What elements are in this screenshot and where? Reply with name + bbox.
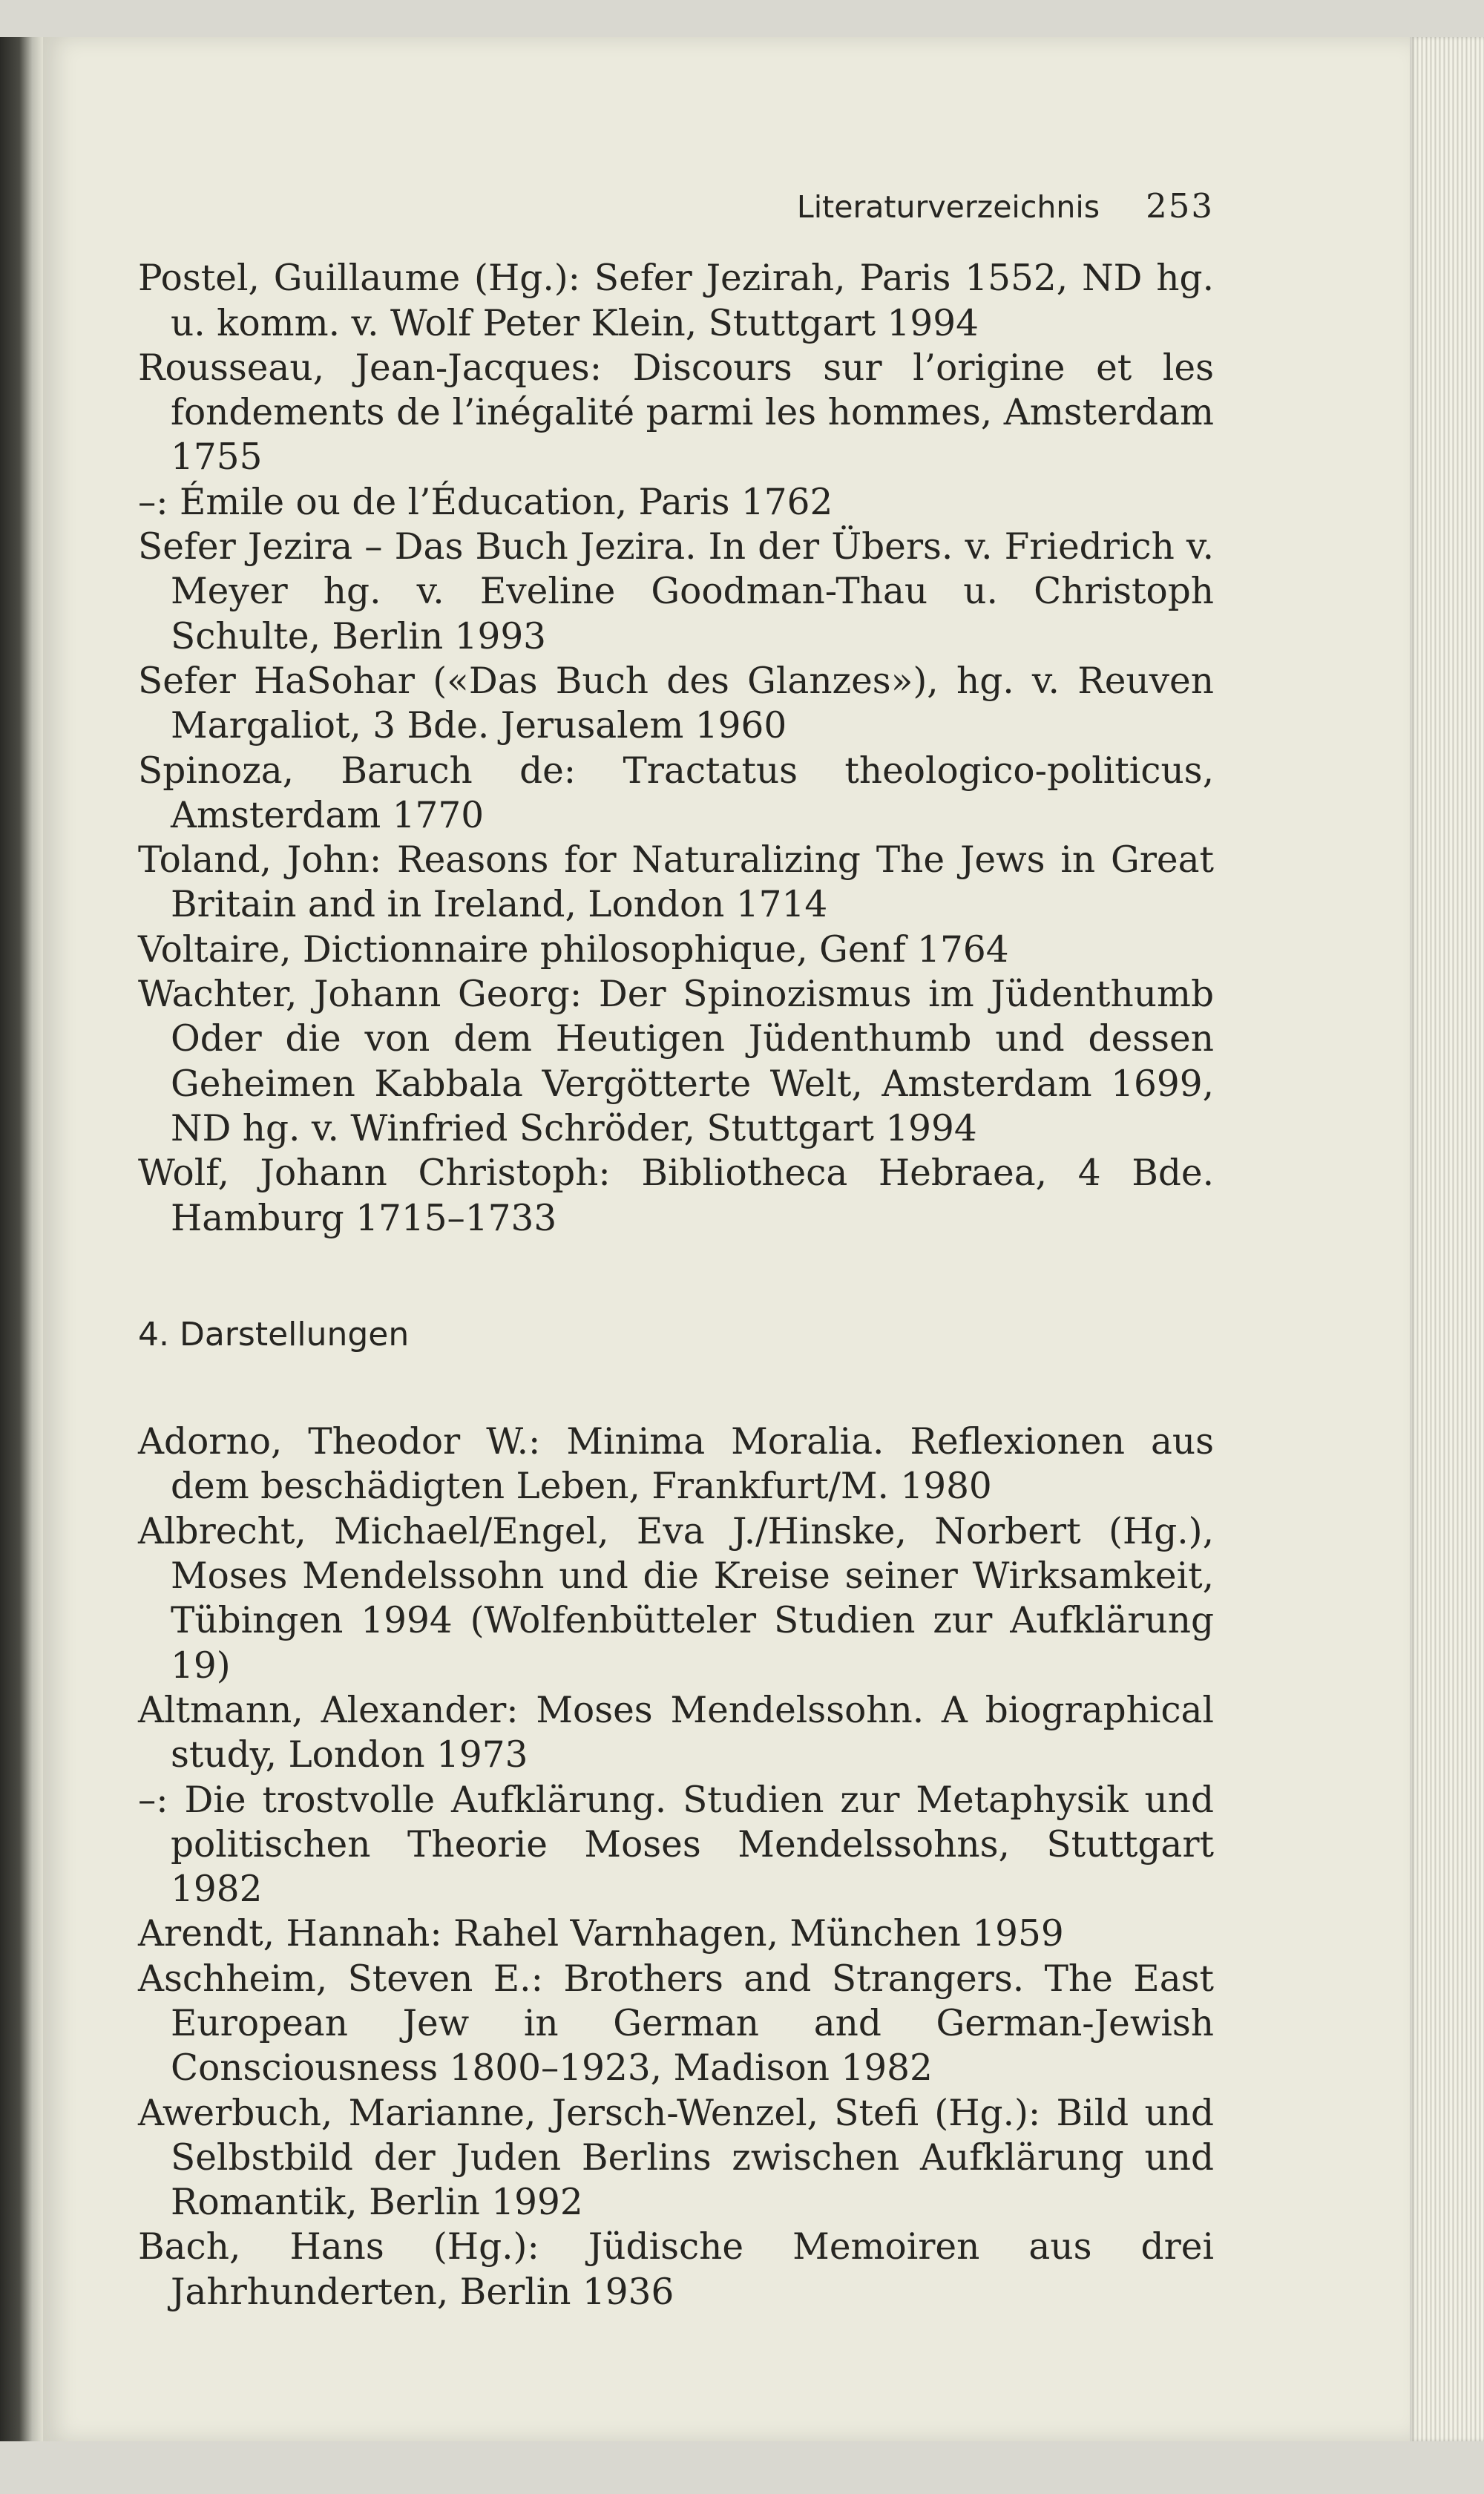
bibliography-entry: –: Die trostvolle Aufklärung. Studien zur Metaphysik und politischen Theorie Moses Mendelssohns, Stuttgart 1982 — [138, 1779, 1214, 1911]
running-head — [138, 184, 1214, 229]
darstellungen-bibliography-list — [138, 1420, 1214, 2314]
bibliography-entry: Voltaire, Dictionnaire philosophique, Genf 1764 — [138, 928, 1009, 971]
sources-bibliography-list — [138, 256, 1214, 1241]
running-head-title: Literaturverzeichnis — [796, 189, 1100, 225]
section-heading: 4. Darstellungen — [138, 1315, 410, 1353]
page-text — [138, 184, 1214, 2314]
bibliography-entry: Albrecht, Michael/Engel, Eva J./Hinske, Norbert (Hg.), Moses Mendelssohn und die Kreise seiner Wirksamkeit, Tübingen 1994 (Wolfenbütteler Studien zur Aufklärung 19) — [138, 1510, 1214, 1687]
bibliography-entry: Arendt, Hannah: Rahel Varnhagen, München 1959 — [138, 1913, 1064, 1955]
bibliography-entry: Altmann, Alexander: Moses Mendelssohn. A biographical study, London 1973 — [138, 1689, 1214, 1776]
bibliography-entry: Spinoza, Baruch de: Tractatus theologico-politicus, Amsterdam 1770 — [138, 749, 1214, 836]
bibliography-entry: Bach, Hans (Hg.): Jüdische Memoiren aus drei Jahrhunderten, Berlin 1936 — [138, 2226, 1214, 2313]
bibliography-entry: Sefer Jezira – Das Buch Jezira. In der Übers. v. Friedrich v. Meyer hg. v. Eveline Goodman-Thau u. Christoph Schulte, Berlin 1993 — [138, 526, 1214, 657]
page-number: 253 — [1146, 186, 1214, 226]
bibliography-entry: Wolf, Johann Christoph: Bibliotheca Hebraea, 4 Bde. Hamburg 1715–1733 — [138, 1152, 1214, 1239]
bibliography-entry: Aschheim, Steven E.: Brothers and Strangers. The East European Jew in German and German-Jewish Consciousness 1800–1923, Madison 1982 — [138, 1958, 1214, 2090]
bibliography-entry: Wachter, Johann Georg: Der Spinozismus im Jüdenthumb Oder die von dem Heutigen Jüdenthumb und dessen Geheimen Kabbala Vergötterte Welt, Amsterdam 1699, ND hg. v. Winfried Schröder, Stuttgart 1994 — [138, 974, 1214, 1149]
bibliography-entry: Awerbuch, Marianne, Jersch-Wenzel, Stefi (Hg.): Bild und Selbstbild der Juden Berlins zwischen Aufklärung und Romantik, Berlin 1992 — [138, 2092, 1214, 2224]
book-spine-shadow — [0, 37, 43, 2441]
bibliography-entry: Postel, Guillaume (Hg.): Sefer Jezirah, Paris 1552, ND hg. u. komm. v. Wolf Peter Klein, Stuttgart 1994 — [138, 257, 1214, 344]
bibliography-entry: Toland, John: Reasons for Naturalizing The Jews in Great Britain and in Ireland, London 1714 — [138, 839, 1214, 926]
bibliography-entry: Adorno, Theodor W.: Minima Moralia. Reflexionen aus dem beschädigten Leben, Frankfurt/M. 1980 — [138, 1421, 1214, 1508]
bibliography-entry: Rousseau, Jean-Jacques: Discours sur l’origine et les fondements de l’inégalité parmi les hommes, Amsterdam 1755 — [138, 347, 1214, 479]
bibliography-entry: –: Émile ou de l’Éducation, Paris 1762 — [138, 481, 833, 523]
bibliography-entry: Sefer HaSohar («Das Buch des Glanzes»), hg. v. Reuven Margaliot, 3 Bde. Jerusalem 1960 — [138, 660, 1214, 747]
page-edges — [1410, 37, 1484, 2441]
